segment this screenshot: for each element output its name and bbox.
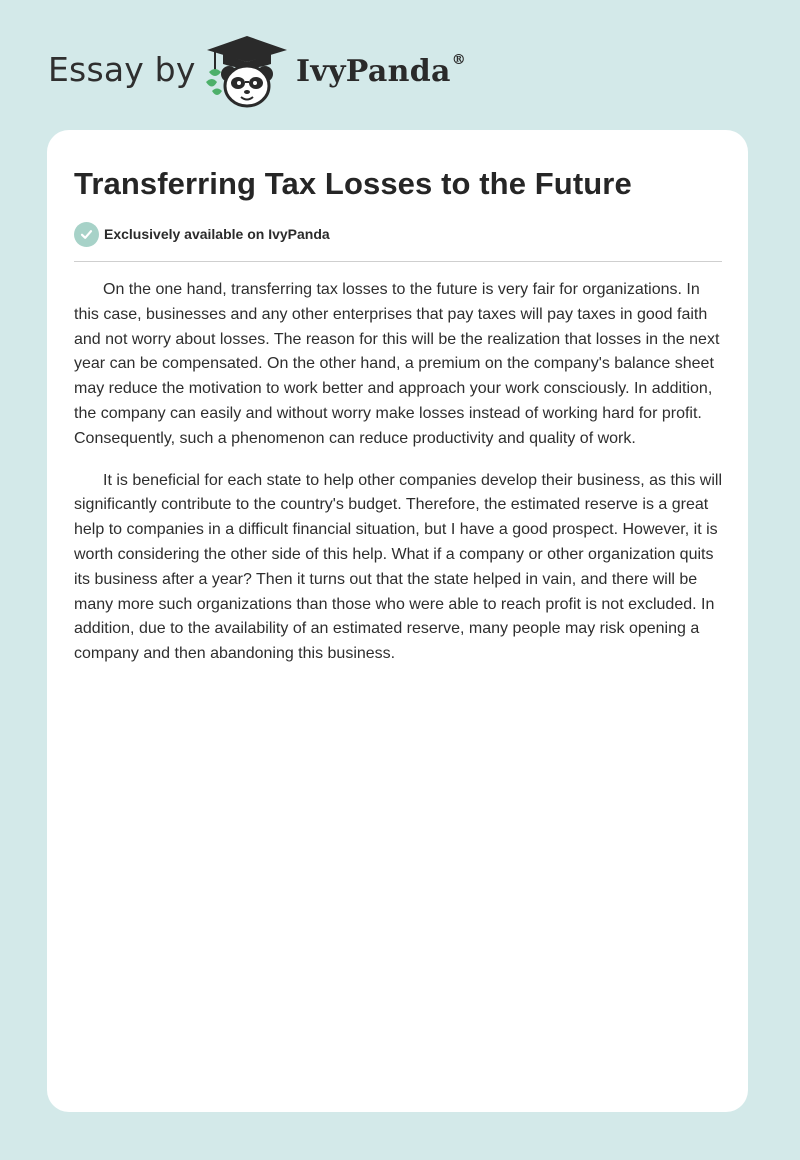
essay-body [74, 278, 724, 684]
exclusive-badge-label: Exclusively available on IvyPanda [104, 226, 330, 242]
paragraph: It is beneficial for each state to help other companies develop their business, as this will significantly contribute to the country's budget. Therefore, the estimated reserve is a great help to companies in a difficult financial situation, but I have a good prospect. However, it is worth considering the other side of this help. What if a company or other organization quits its business after a year? Then it turns out that the state helped in vain, and there will be many more such organizations than those who were able to reach profit is not excluded. In addition, due to the availability of an estimated reserve, many people may risk opening a company and then abandoning this business. [74, 471, 722, 663]
registered-mark: ® [451, 52, 467, 68]
site-header [48, 30, 508, 110]
title-divider [74, 261, 722, 262]
paragraph: On the one hand, transferring tax losses to the future is very fair for organizations. In this case, businesses and any other enterprises that pay taxes will pay taxes in good faith and not worry about losses. The reason for this will be the realization that losses in the next year can be compensated. On the other hand, a premium on the company's balance sheet may reduce the motivation to work better and approach your work consciously. In addition, the company can easily and without worry make losses instead of working hard for profit. Consequently, such a phenomenon can reduce productivity and quality of work. [74, 281, 720, 447]
panda-graduation-cap-icon[interactable] [201, 34, 293, 110]
check-circle-icon [74, 222, 99, 247]
brand-name-text: IvyPanda [296, 54, 451, 89]
brand-name[interactable] [296, 54, 466, 89]
page-title: Transferring Tax Losses to the Future [74, 166, 632, 201]
essay-by-label: Essay by [48, 50, 196, 89]
exclusive-badge [74, 221, 330, 247]
essay-card [47, 130, 748, 1112]
